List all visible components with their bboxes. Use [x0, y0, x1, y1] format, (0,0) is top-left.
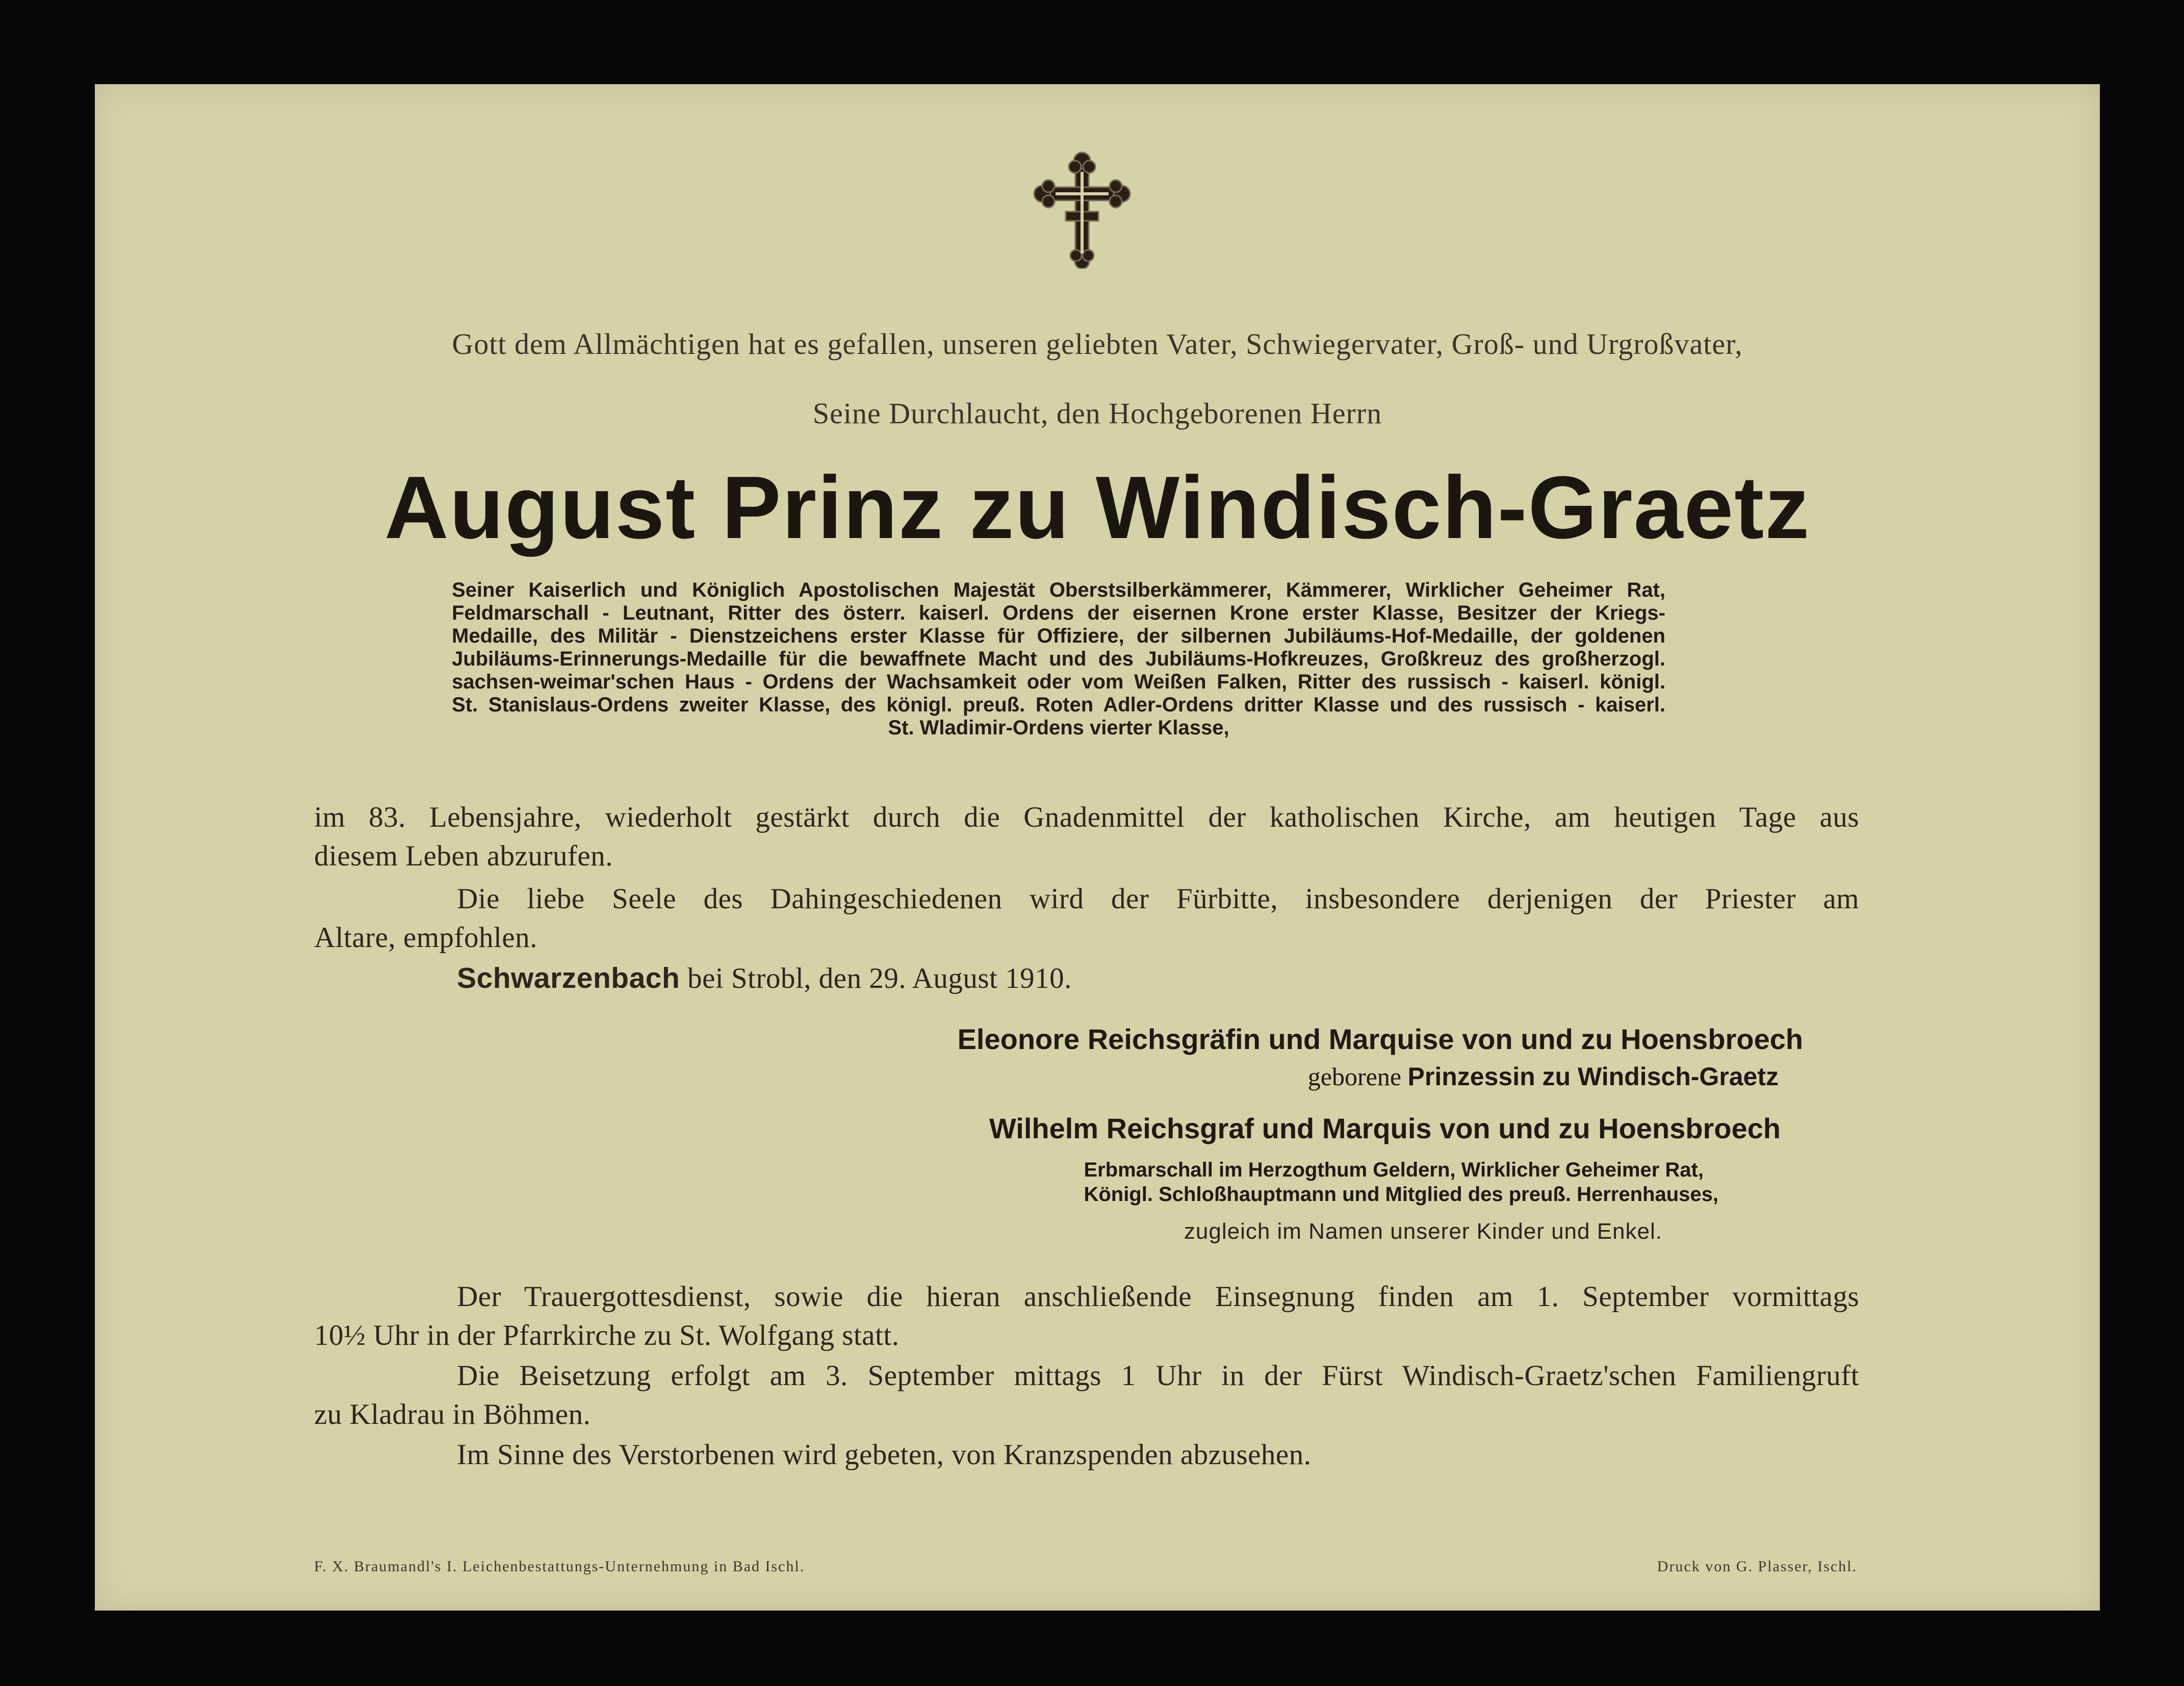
signatory-2-title-line: Königl. Schloßhauptmann und Mitglied des preuß. Herrenhauses, [1084, 1183, 1718, 1206]
signatory-note: zugleich im Namen unserer Kinder und Enkel. [1184, 1219, 1662, 1244]
title-line: Jubiläums-Erinnerungs-Medaille für die bewaffnete Macht und des Jubiläums-Hofkreuzes, Großkreuz des großherzogl. [452, 648, 1665, 670]
title-line: St. Stanislaus-Ordens zweiter Klasse, des königl. preuß. Roten Adler-Ordens dritter Klasse und des russisch - kaiserl. [452, 694, 1665, 716]
intro-line: Gott dem Allmächtigen hat es gefallen, unseren geliebten Vater, Schwiegervater, Groß- und Urgroßvater, [452, 327, 1743, 361]
signatory-2-title-line: Erbmarschall im Herzogthum Geldern, Wirklicher Geheimer Rat, [1084, 1159, 1704, 1181]
wreath-paragraph [314, 1436, 1859, 1474]
deceased-name: August Prinz zu Windisch-Graetz [384, 457, 1811, 557]
honorific-titles [452, 579, 1665, 739]
burial-paragraph [314, 1357, 1859, 1434]
paragraph-line: diesem Leben abzurufen. [314, 840, 613, 872]
place-date [314, 959, 1859, 998]
signatory-2-titles [1084, 1158, 1718, 1207]
footer-printer: Druck von G. Plasser, Ischl. [1657, 1558, 1857, 1575]
title-line: sachsen-weimar'schen Haus - Ordens der Wachsamkeit oder vom Weißen Falken, Ritter des russisch - kaiserl. königl. [452, 671, 1665, 693]
place-name: Schwarzenbach [457, 962, 680, 994]
title-line: Feldmarschall - Leutnant, Ritter des österr. kaiserl. Ordens der eisernen Krone erster Klasse, Besitzer der Kriegs- [452, 602, 1665, 624]
paragraph-line: Die liebe Seele des Dahingeschiedenen wird der Fürbitte, insbesondere derjenigen der Priester am [457, 883, 1859, 915]
title-line: Seiner Kaiserlich und Königlich Apostolischen Majestät Oberstsilberkämmerer, Kämmerer, Wirklicher Geheimer Rat, [452, 579, 1665, 601]
cross-icon [1032, 151, 1132, 269]
paragraph-line: 10½ Uhr in der Pfarrkirche zu St. Wolfgang statt. [314, 1319, 900, 1351]
obituary-card [95, 84, 2100, 1611]
signatory-2-name: Wilhelm Reichsgraf und Marquis von und zu Hoensbroech [989, 1112, 1781, 1144]
born-prefix: geborene [1307, 1062, 1408, 1091]
prayer-paragraph [314, 880, 1859, 957]
signatory-1-birth [1308, 1062, 1779, 1091]
title-line: Medaille, des Militär - Dienstzeichens erster Klasse für Offiziere, der silbernen Jubiläums-Hof-Medaille, der goldenen [452, 625, 1665, 647]
service-paragraph [314, 1278, 1859, 1355]
paragraph-line: Altare, empfohlen. [314, 922, 537, 954]
title-line: St. Wladimir-Ordens vierter Klasse, [888, 717, 1229, 739]
footer-undertaker: F. X. Braumandl's I. Leichenbestattungs-Unternehmung in Bad Ischl. [314, 1558, 805, 1575]
signatory-1-name: Eleonore Reichsgräfin und Marquise von und zu Hoensbroech [957, 1023, 1803, 1055]
paragraph-line: Im Sinne des Verstorbenen wird gebeten, von Kranzspenden abzusehen. [457, 1439, 1312, 1471]
place-date-text: bei Strobl, den 29. August 1910. [680, 962, 1072, 994]
born-name: Prinzessin zu Windisch-Graetz [1407, 1062, 1779, 1091]
paragraph-line: im 83. Lebensjahre, wiederholt gestärkt durch die Gnadenmittel der katholischen Kirche, am heutigen Tage aus [314, 801, 1859, 833]
paragraph-line: Der Trauergottesdienst, sowie die hieran anschließende Einsegnung finden am 1. September vormittags [457, 1281, 1859, 1313]
intro-line-2: Seine Durchlaucht, den Hochgeborenen Herrn [812, 397, 1382, 430]
paragraph-line: Die Beisetzung erfolgt am 3. September mittags 1 Uhr in der Fürst Windisch-Graetz'schen Familiengruft [457, 1360, 1859, 1392]
paragraph-line: zu Kladrau in Böhmen. [314, 1398, 591, 1430]
death-paragraph [314, 798, 1859, 876]
